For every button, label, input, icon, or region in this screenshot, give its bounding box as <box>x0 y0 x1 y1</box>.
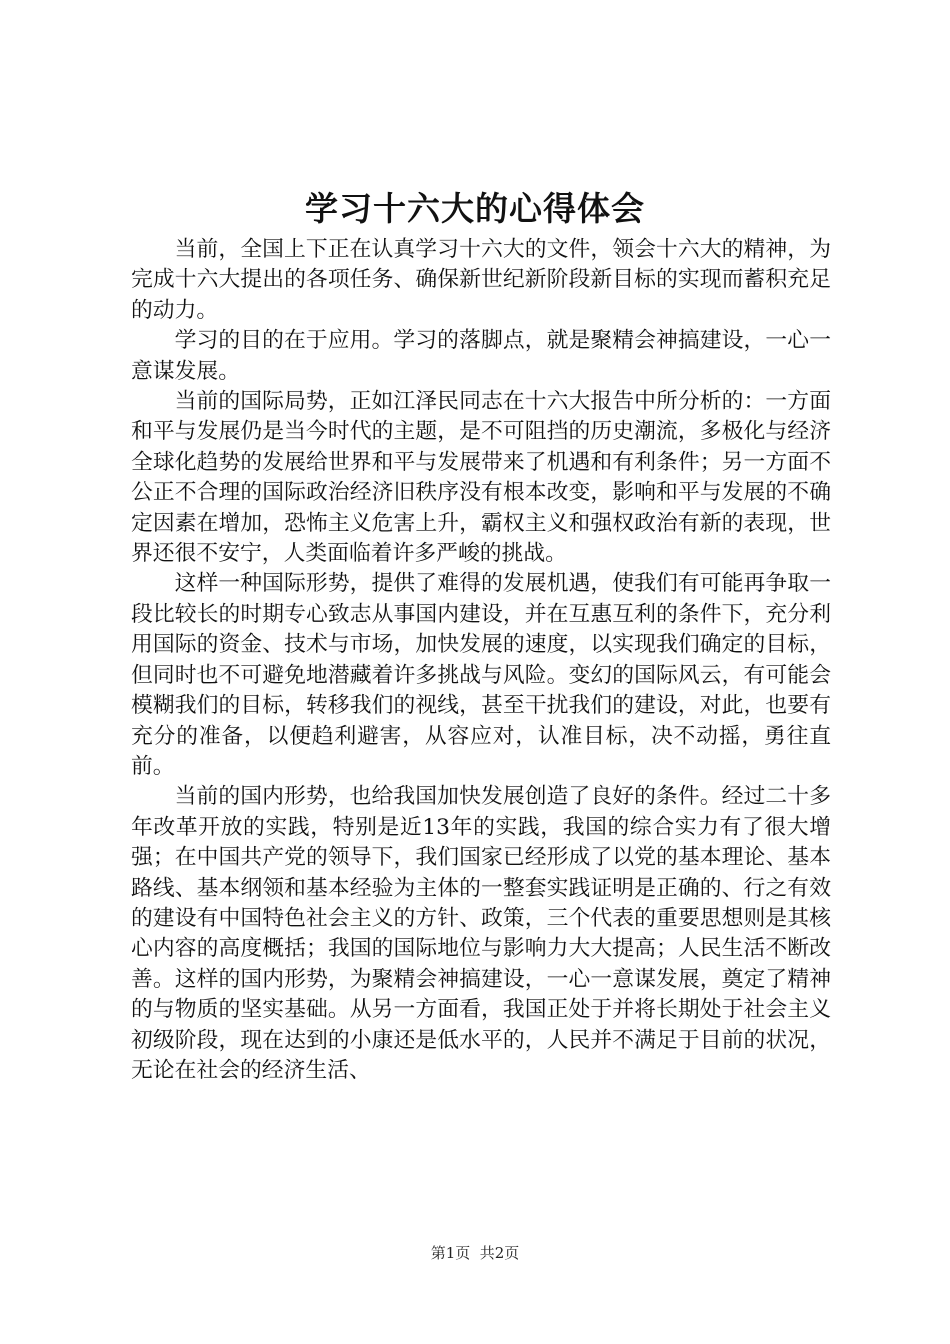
document-title: 学习十六大的心得体会 <box>305 189 645 228</box>
paragraph-3: 当前的国际局势，正如江泽民同志在十六大报告中所分析的：一方面和平与发展仍是当今时代的主题，是不可阻挡的历史潮流，多极化与经济全球化趋势的发展给世界和平与发展带来了机遇和有利条件；另一方面不公正不合理的国际政治经济旧秩序没有根本改变，影响和平与发展的不确定因素在增加，恐怖主义危害上升，霸权主义和强权政治有新的表现，世界还很不安宁，人类面临着许多严峻的挑战。 <box>131 389 831 567</box>
paragraph-5: 当前的国内形势，也给我国加快发展创造了良好的条件。经过二十多年改革开放的实践，特别是近13年的实践，我国的综合实力有了很大增强；在中国共产党的领导下，我们国家已经形成了以党的基本理论、基本路线、基本纲领和基本经验为主体的一整套实践证明是正确的、行之有效的建设有中国特色社会主义的方针、政策，三个代表的重要思想则是其核心内容的高度概括；我国的国际地位与影响力大大提高；人民生活不断改善。这样的国内形势，为聚精会神搞建设，一心一意谋发展，奠定了精神的与物质的坚实基础。从另一方面看，我国正处于并将长期处于社会主义初级阶段，现在达到的小康还是低水平的，人民并不满足于目前的状况，无论在社会的经济生活、 <box>131 784 831 1083</box>
paragraph-4: 这样一种国际形势，提供了难得的发展机遇，使我们有可能再争取一段比较长的时期专心致志从事国内建设，并在互惠互利的条件下，充分利用国际的资金、技术与市场，加快发展的速度，以实现我们确定的目标，但同时也不可避免地潜藏着许多挑战与风险。变幻的国际风云，有可能会模糊我们的目标，转移我们的视线，甚至干扰我们的建设，对此，也要有充分的准备，以便趋利避害，从容应对，认准目标，决不动摇，勇往直前。 <box>131 571 831 779</box>
page-footer: 第1页 共2页 <box>430 1244 520 1262</box>
paragraph-1: 当前，全国上下正在认真学习十六大的文件，领会十六大的精神，为完成十六大提出的各项任务、确保新世纪新阶段新目标的实现而蓄积充足的动力。 <box>131 237 831 323</box>
document-body <box>131 235 831 1086</box>
paragraph-2: 学习的目的在于应用。学习的落脚点，就是聚精会神搞建设，一心一意谋发展。 <box>131 328 831 384</box>
